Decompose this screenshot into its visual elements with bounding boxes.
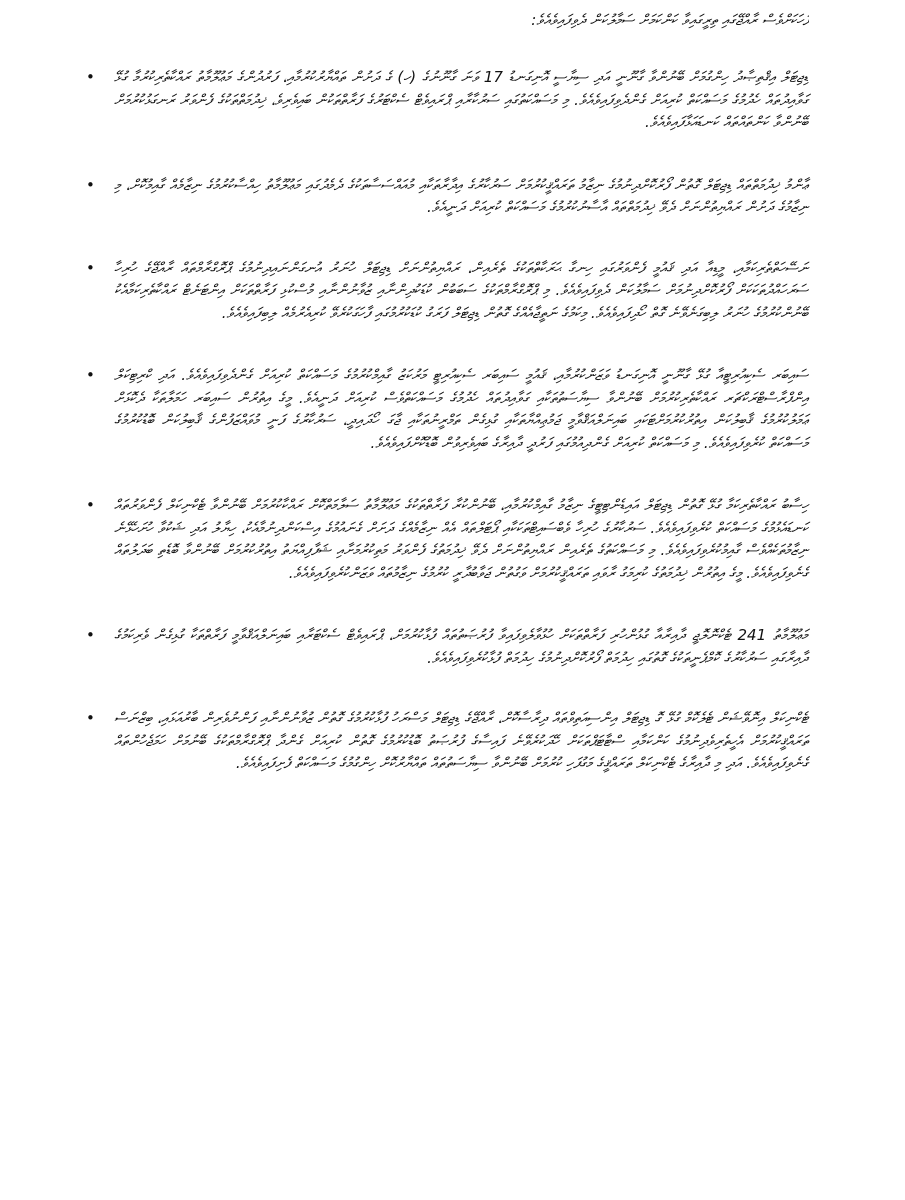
- list-item-text: ސައިބަރ ސެކިއުރިޓީއާ ގުޅޭ ގާނޫނީ އޮނިގަނޑު ވަޒަންކުރުމާއި، ޤައުމީ ސައިބަރ ސެކިއުރިޓީ މަރުކަޒު ގާއިމްކުރުމުގެ މަސައްކަތް ކުރިއަށް ގެންދެވިފައިވެއެވެ. އަދި ކްރިޓިކަލް އިންފްރާސްޓްރަކްޗަރ ރައްކާތެރިކުރުމަށް ބޭނުންވާ ސިޔާސަތުތަކާއި ގަވާއިދުތައް ހެދުމުގެ މަސައްކަތްވެސް ކުރިއަށް ދަނީއެވެ. މީގެ އިތުރުން ސައިބަރ ހަމަލާތަކާ ދެކޮޅަށް ޢަމަލުކުރުމުގެ ޤާބިލުކަން އިތުރުކުރުމަށްޓަކައި ބައިނަލްއަޤްވާމީ ޖަމުޢިއްޔާތަކާއި ގުޅިގެން ތަމްރީނުތަކާއި ޖާގަ ހޯދައިދީ، ސަރުކާރުގެ ފަނީ މުވައްޒަފުންގެ ޤާބިލުކަން ބޮޑުކުރުމުގެ މަސައްކަތް ކުރެވިފައިވެއެވެ. މި މަސައްކަތް ކުރިއަށް ގެންދިއުމުގައި ފަރުދީ ދާއިރާގެ ބައިވެރިވުން ބޮޑުކޮށްފައިވެއެވެ.: [114, 366, 808, 452]
- list-item: [86, 707, 808, 775]
- intro-heading: ފަހަކަށްވެސް ރާއްޖޭގައި ތިރީގައިވާ ކަންކަމަށް ސަމާލުކަން ދެވިފައިވެއެވެ:: [531, 11, 809, 29]
- bullet-icon: •: [86, 366, 95, 384]
- list-item: [86, 174, 808, 219]
- list-item: [86, 494, 808, 584]
- list-item-text: ނަސޭހަތްތެރިކަމާއި، މީޑިއާ އަދި ޤައުމީ ފެންވަރުގައި ހިނގާ ޙަރަކާތްތަކުގެ ތެރެއިން، ރައްޔިތުންނަށް ޑިޖިޓަލް ހުނަރު އުނގަންނައިދިނުމުގެ ޕްރޮގްރާމްތައް ރާއްޖޭގެ ހުރިހާ ސަރަހައްދުތަކަކަށް ފޯރުކޮށްދިނުމަށް ސަމާލުކަން ދެވިފައިވެއެވެ. މި ޕްރޮގްރާމްތަކުގެ ސަބަބުން ކުޑަކުދިންނާއި ޒުވާނުންނާއި މުސްކުޅި ފަރާތްތަކަށް އިންޓަނެޓް ރައްކާތެރިކަމާއެކު ބޭނުންކުރުމުގެ ހުނަރު ލިބިގަނެވޭނެ ގޮތް ހޯދިފައިވެއެވެ. މިކަމުގެ ނަތީޖާއެއްގެ ގޮތުން ޑިޖިޓަލް ފަރަގު ކުޑަކުރުމުގައި ފާހަގަކުރެވޭ ކުރިއެރުމެއް ލިބިފައިވެއެވެ.: [114, 258, 808, 322]
- bullet-icon: •: [86, 709, 95, 727]
- bullet-icon: •: [86, 626, 95, 644]
- bullet-icon: •: [86, 496, 95, 514]
- bullet-list: [86, 66, 808, 775]
- list-item: [86, 257, 808, 325]
- list-item: [86, 364, 808, 454]
- list-item-text: ޓެކްނިކަލް އިނޮވޭޝަން ޓެލެކޮމް ގުޅޭ ގޮ ޑިޖިޓަލް އިންސިއަތިވްތައް ދިރާސާކޮށް، ރާއްޖޭގެ ޑިޖިޓަލް މަސްރަހު ފުޅާކުރުމުގެ ގޮތުން ޒުވާނުންނާއި ފަންނުވެރިން ބާރުއަޅައި، ބިޒްނަސް ތަރައްޤީކުރުމަށް އެހީތެރިވެދިނުމުގެ ކަންކަމާއި ސްޓާޓަޕްތަކަށް ހޭދަކުރެވޭނެ ފައިސާގެ ފުރުޞަތު ބޮޑުކުރުމުގެ ގޮތުން ކުރިއަށް ގެންދާ ޕްރޮގްރާމްތަކުގެ ބޭނުމަށް ހަމަޖެހުންތައް ގެނެވިފައިވެއެވެ. އަދި މި ދާއިރާގެ ޓެކްނިކަލް ތަރައްޤީގެ މަގުފަހި ކުރުމަށް ބޭނުންވާ ސިޔާސަތުތައް ތައްޔާރުކޮށް ހިންގުމުގެ މަސައްކަތް ފެށިފައިވެއެވެ.: [114, 709, 808, 772]
- list-item-text: ޢާންމު ޚިދުމަތްތައް ޑިޖިޓަލް ގޮތުން ފޯރުކޮށްދިނުމުގެ ނިޒާމު ތަރައްޤީކުރުމަށް ސަރުކާރުގެ އިދާރާތަކާއި މުއައްސަސާތަކުގެ ދެމެދުގައި މަޢުލޫމާތު ހިއްސާކުރުމުގެ ނިޒާމެއް ގާއިމުކޮށް، މި ނިޒާމުގެ ދަށުން ރައްޔިތުންނަށް ދެވޭ ޚިދުމަތްތައް އާސާނުކުރުމުގެ މަސައްކަތް ކުރިއަށް ދަނީއެވެ.: [114, 175, 808, 216]
- list-item-text: ހިސާބު ރައްކާތެރިކަމާ ގުޅޭ ގޮތުން ޑިޖިޓަލް އައިޑެންޓިޓީގެ ނިޒާމު ގާއިމްކުރުމާއި، ބޭނުންކުރާ ފަރާތްތަކުގެ މަޢުލޫމާތު ސަލާމަތްކޮށް ރައްކާކުރުމަށް ބޭނުންވާ ޓެކްނިކަލް ފެންވަރުތައް ކަނޑައެޅުމުގެ މަސައްކަތް ކުރެވިފައިވެއެވެ. ސަރުކާރުގެ ހުރިހާ ވެބްސައިޓްތަކަކާއި ޕޯޓަލްތައް އެއް ނިޒާމެއްގެ ދަށަށް ގެނައުމުގެ އިސްކަންދިނުމާއެކު، ހިޔާލު އަދި ޝަކުވާ ހުށަހެޅޭނެ ނިޒާމުތަކެއްވެސް ގާއިމުކުރެވިފައިވެއެވެ. މި މަސައްކަތުގެ ތެރެއިން ރައްޔިތުންނަށް ދެވޭ ޚިދުމަތުގެ ފެންވަރު މަތިކުރުމަށާއި ޝަފާފިއްޔަތު އިތުރުކުރުމަށް ބޭނުންވާ ބޮޑެތި ބަދަލުތައް ގެނެވިފައިވެއެވެ. މީގެ އިތުރުން ޚިދުމަތުގެ ކުރިމަގު ރާވައި ތަރައްޤީކުރުމަށް ވަގުތުން ޖަވާބުދާރީ ކުރުމުގެ ނިޒާމުތައް ވަޒަންކުރެވިފައިވެއެވެ.: [114, 496, 808, 582]
- list-item-text: ޑިޖިޓަލް އިޤްތިޞާދު ހިންގުމަށް ބޭނުންވާ ގާނޫނީ އަދި ސިޔާސީ އޮނިގަނޑު 17 ވަނަ ގާނޫނުގެ (ހ) ގެ ދަށުން ތައްޔާރުކުރުމާއި، ފަރުދުންގެ މަޢުލޫމާތު ރައްކާތެރިކުރުމާ ގުޅޭ ގަވާއިދުތައް ހެދުމުގެ މަސައްކަތް ކުރިއަށް ގެންދެވިފައިވެއެވެ. މި މަސައްކަތުގައި ސަރުކާރާއި ޕްރައިވެޓް ސެކްޓަރުގެ ފަރާތްތަކުން ބައިވެރިވެ، ޚިދުމަތްތަކުގެ ފެންވަރު ރަނގަޅުކުރުމަށް ބޭނުންވާ ކަންތައްތައް ކަނޑައަޅާފައިވެއެވެ.: [114, 68, 808, 131]
- list-item: [86, 66, 808, 134]
- bullet-icon: •: [86, 258, 95, 277]
- bullet-icon: •: [86, 175, 95, 194]
- list-item: [86, 624, 808, 669]
- bullet-icon: •: [86, 68, 95, 86]
- list-item-text: މަޢުލޫމާތު 241 ޓެކްނޮލޮޖީ ދާއިރާއާ ގުޅުންހުރި ފަރާތްތަކަށް ހުޅުވާލެވިފައިވާ ފުރުޞަތުތައް ފުޅާކުރުމަށް، ޕްރައިވެޓް ސެކްޓަރާއި ބައިނަލްއަޤްވާމީ ފަރާތްތަކާ ގުޅިގެން ވެރިކަމުގެ ދާއިރާގައި ސަރުކާރުގެ ކޮމްޕެނީތަކުގެ ގޮތުގައި ހިދުމަތް ފޯރުކޮށްދިނުމުގެ ހިދުމަތް ފުޅާކުރެވިފައިވެއެވެ.: [114, 626, 808, 667]
